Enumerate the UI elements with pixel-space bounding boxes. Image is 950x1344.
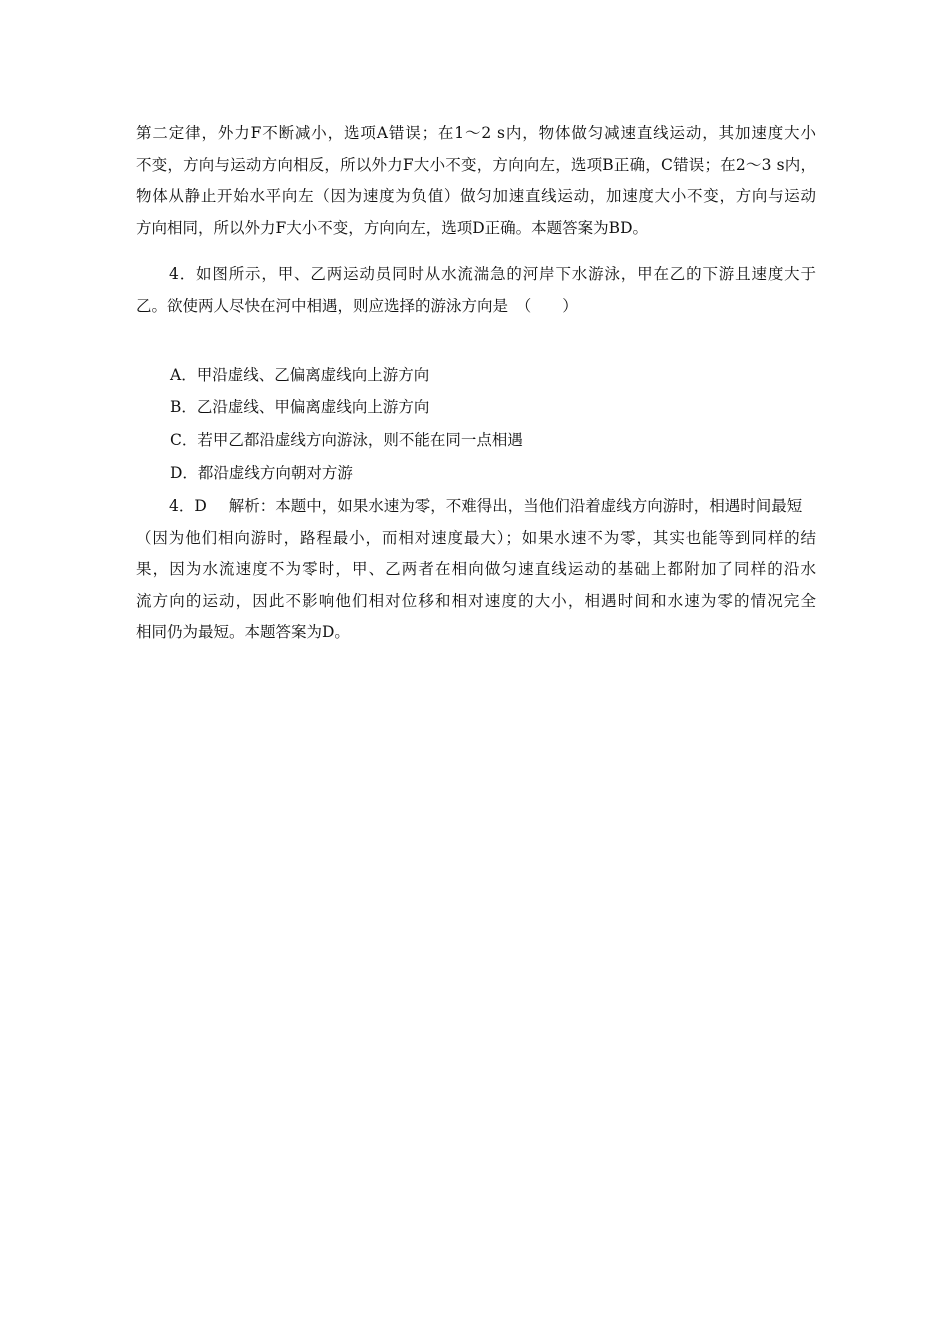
answer-explanation [136,491,816,649]
paragraph-line: 第二定律，外力F不断减小，选项A错误；在1～2 s内，物体做匀减速直线运动，其加速度大小 [136,124,816,142]
explanation-line: 流方向的运动，因此不影响他们相对位移和相对速度的大小，相遇时间和水速为零的情况完全 [136,591,816,610]
explanation-text: 解析：本题中，如果水速为零，不难得出，当他们沿着虚线方向游时，相遇时间最短 [228,497,803,515]
explanation-line: 相同仍为最短。本题答案为D。 [136,623,350,641]
option-a: A．甲沿虚线、乙偏离虚线向上游方向 [170,366,430,384]
paragraph-line: 不变，方向与运动方向相反，所以外力F大小不变，方向向左，选项B正确，C错误；在2～3 s内， [136,155,816,174]
question-line: 乙。欲使两人尽快在河中相遇，则应选择的游泳方向是 （ ） [136,296,578,315]
option-d: D．都沿虚线方向朝对方游 [170,464,353,482]
paragraph-line: 方向相同，所以外力F大小不变，方向向左，选项D正确。本题答案为BD。 [136,218,649,237]
option-c: C．若甲乙都沿虚线方向游泳，则不能在同一点相遇 [170,431,523,449]
previous-answer-paragraph [136,118,816,244]
answer-label: 4．D [169,497,207,515]
explanation-line: 果，因为水流速度不为零时，甲、乙两者在相向做匀速直线运动的基础上都附加了同样的沿水 [136,560,816,578]
question-line: 4．如图所示，甲、乙两运动员同时从水流湍急的河岸下水游泳，甲在乙的下游且速度大于 [169,265,816,283]
paragraph-line: 物体从静止开始水平向左（因为速度为负值）做匀加速直线运动，加速度大小不变，方向与运动 [136,187,816,205]
question-4-stem [136,259,816,322]
explanation-line: （因为他们相向游时，路程最小，而相对速度最大）；如果水速不为零，其实也能等到同样的结 [136,528,816,547]
option-b: B．乙沿虚线、甲偏离虚线向上游方向 [170,398,430,416]
answer-first-line [136,491,816,523]
